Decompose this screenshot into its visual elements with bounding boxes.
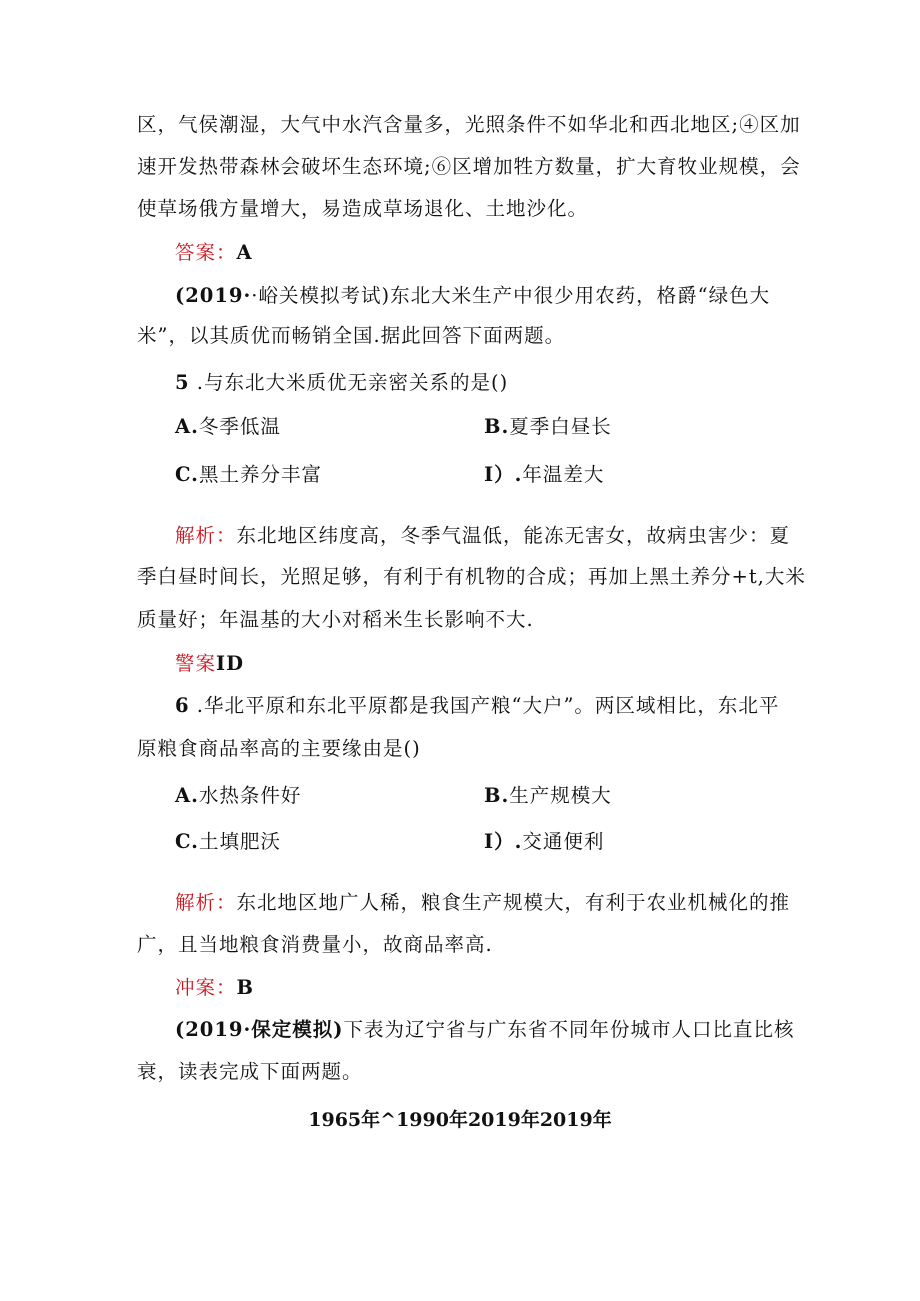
option-text: 生产规模大 [509, 784, 612, 807]
context-1-text: ·峪关模拟考试)东北大米生产中很少用农药，格爵“绿色大 [251, 284, 771, 307]
q6-option-c [175, 828, 281, 856]
option-text: 土填肥沃 [198, 830, 281, 853]
answer-value: ID [216, 652, 245, 675]
answer-label: 冲案： [175, 976, 237, 999]
q5-explanation-line-3: 质量好；年温基的大小对稻米生长影响不大. [137, 608, 534, 631]
option-letter: B. [484, 784, 510, 807]
q5-explanation-line-1 [175, 522, 790, 550]
answer-value: B [236, 976, 254, 999]
prev-explanation-line-1: 区，气侯潮湿，大气中水汽含量多，光照条件不如华北和西北地区;④区加 [137, 113, 801, 136]
option-letter: I）. [484, 830, 523, 853]
option-letter: A. [175, 415, 199, 438]
q5-answer [175, 650, 244, 678]
prev-explanation-line-2: 速开发热带森林会破坏生态环境;⑥区增加牲方数量，扩大育牧业规模，会 [137, 155, 801, 178]
q5-number: 5 [175, 371, 190, 394]
context-2-text: 下表为辽宁省与广东省不同年份城市人口比直比核 [343, 1018, 795, 1041]
q6-option-b [484, 782, 612, 810]
explanation-text: 东北地区地广人稀，粮食生产规模大，有利于农业机械化的推 [236, 891, 791, 914]
q5-option-b [484, 413, 612, 441]
q5-stem [175, 369, 508, 397]
context-2-line-1 [175, 1016, 795, 1044]
q6-explanation-line-2: 广，且当地粮食消费量小，故商品率高. [137, 933, 493, 956]
option-letter: B. [484, 415, 510, 438]
option-text: 冬季低温 [198, 415, 281, 438]
table-header: 1965年^1990年2019年2019年 [308, 1109, 612, 1131]
explanation-label: 解析： [175, 524, 237, 547]
q6-stem-line-2: 原粮食商品率高的主要缘由是() [137, 737, 421, 760]
answer-label: 警案 [175, 652, 217, 675]
q6-stem-text: .华北平原和东北平原都是我国产粮“大户”。两区域相比，东北平 [196, 694, 780, 717]
q6-option-a [175, 782, 301, 810]
q6-option-d [484, 828, 604, 856]
option-letter: C. [175, 830, 199, 853]
context-1-line-2: 米”，以其质优而畅销全国.据此回答下面两题。 [137, 324, 566, 347]
explanation-label: 解析： [175, 891, 237, 914]
option-letter: A. [175, 784, 199, 807]
answer-value: A [236, 241, 253, 264]
option-text: 夏季白昼长 [509, 415, 612, 438]
context-1-source: (2019· [175, 284, 252, 307]
option-letter: C. [175, 463, 199, 486]
answer-label: 答案： [175, 241, 237, 264]
q6-answer [175, 974, 254, 1002]
option-text: 水热条件好 [198, 784, 302, 807]
option-letter: I）. [484, 463, 523, 486]
q6-number: 6 [175, 694, 190, 717]
q5-option-d [484, 461, 604, 489]
q6-stem-line-1 [175, 692, 779, 720]
context-2-source: (2019·保定模拟) [175, 1018, 344, 1041]
q5-option-c [175, 461, 322, 489]
option-text: 黑土养分丰富 [198, 463, 322, 486]
q6-explanation-line-1 [175, 889, 790, 917]
q5-stem-text: .与东北大米质优无亲密关系的是() [196, 371, 509, 394]
option-text: 交通便利 [522, 830, 605, 853]
context-2-line-2: 衰，读表完成下面两题。 [137, 1060, 363, 1083]
context-1-line-1 [175, 282, 770, 310]
q5-option-a [175, 413, 281, 441]
option-text: 年温差大 [522, 463, 605, 486]
prev-explanation-line-3: 使草场俄方量增大，易造成草场退化、土地沙化。 [137, 197, 589, 220]
explanation-text: 东北地区纬度高，冬季气温低，能冻无害女，故病虫害少：夏 [236, 524, 791, 547]
q5-explanation-line-2: 季白昼时间长，光照足够，有利于有机物的合成；再加上黑土养分+t,大米 [137, 565, 806, 588]
answer-a [175, 239, 253, 267]
